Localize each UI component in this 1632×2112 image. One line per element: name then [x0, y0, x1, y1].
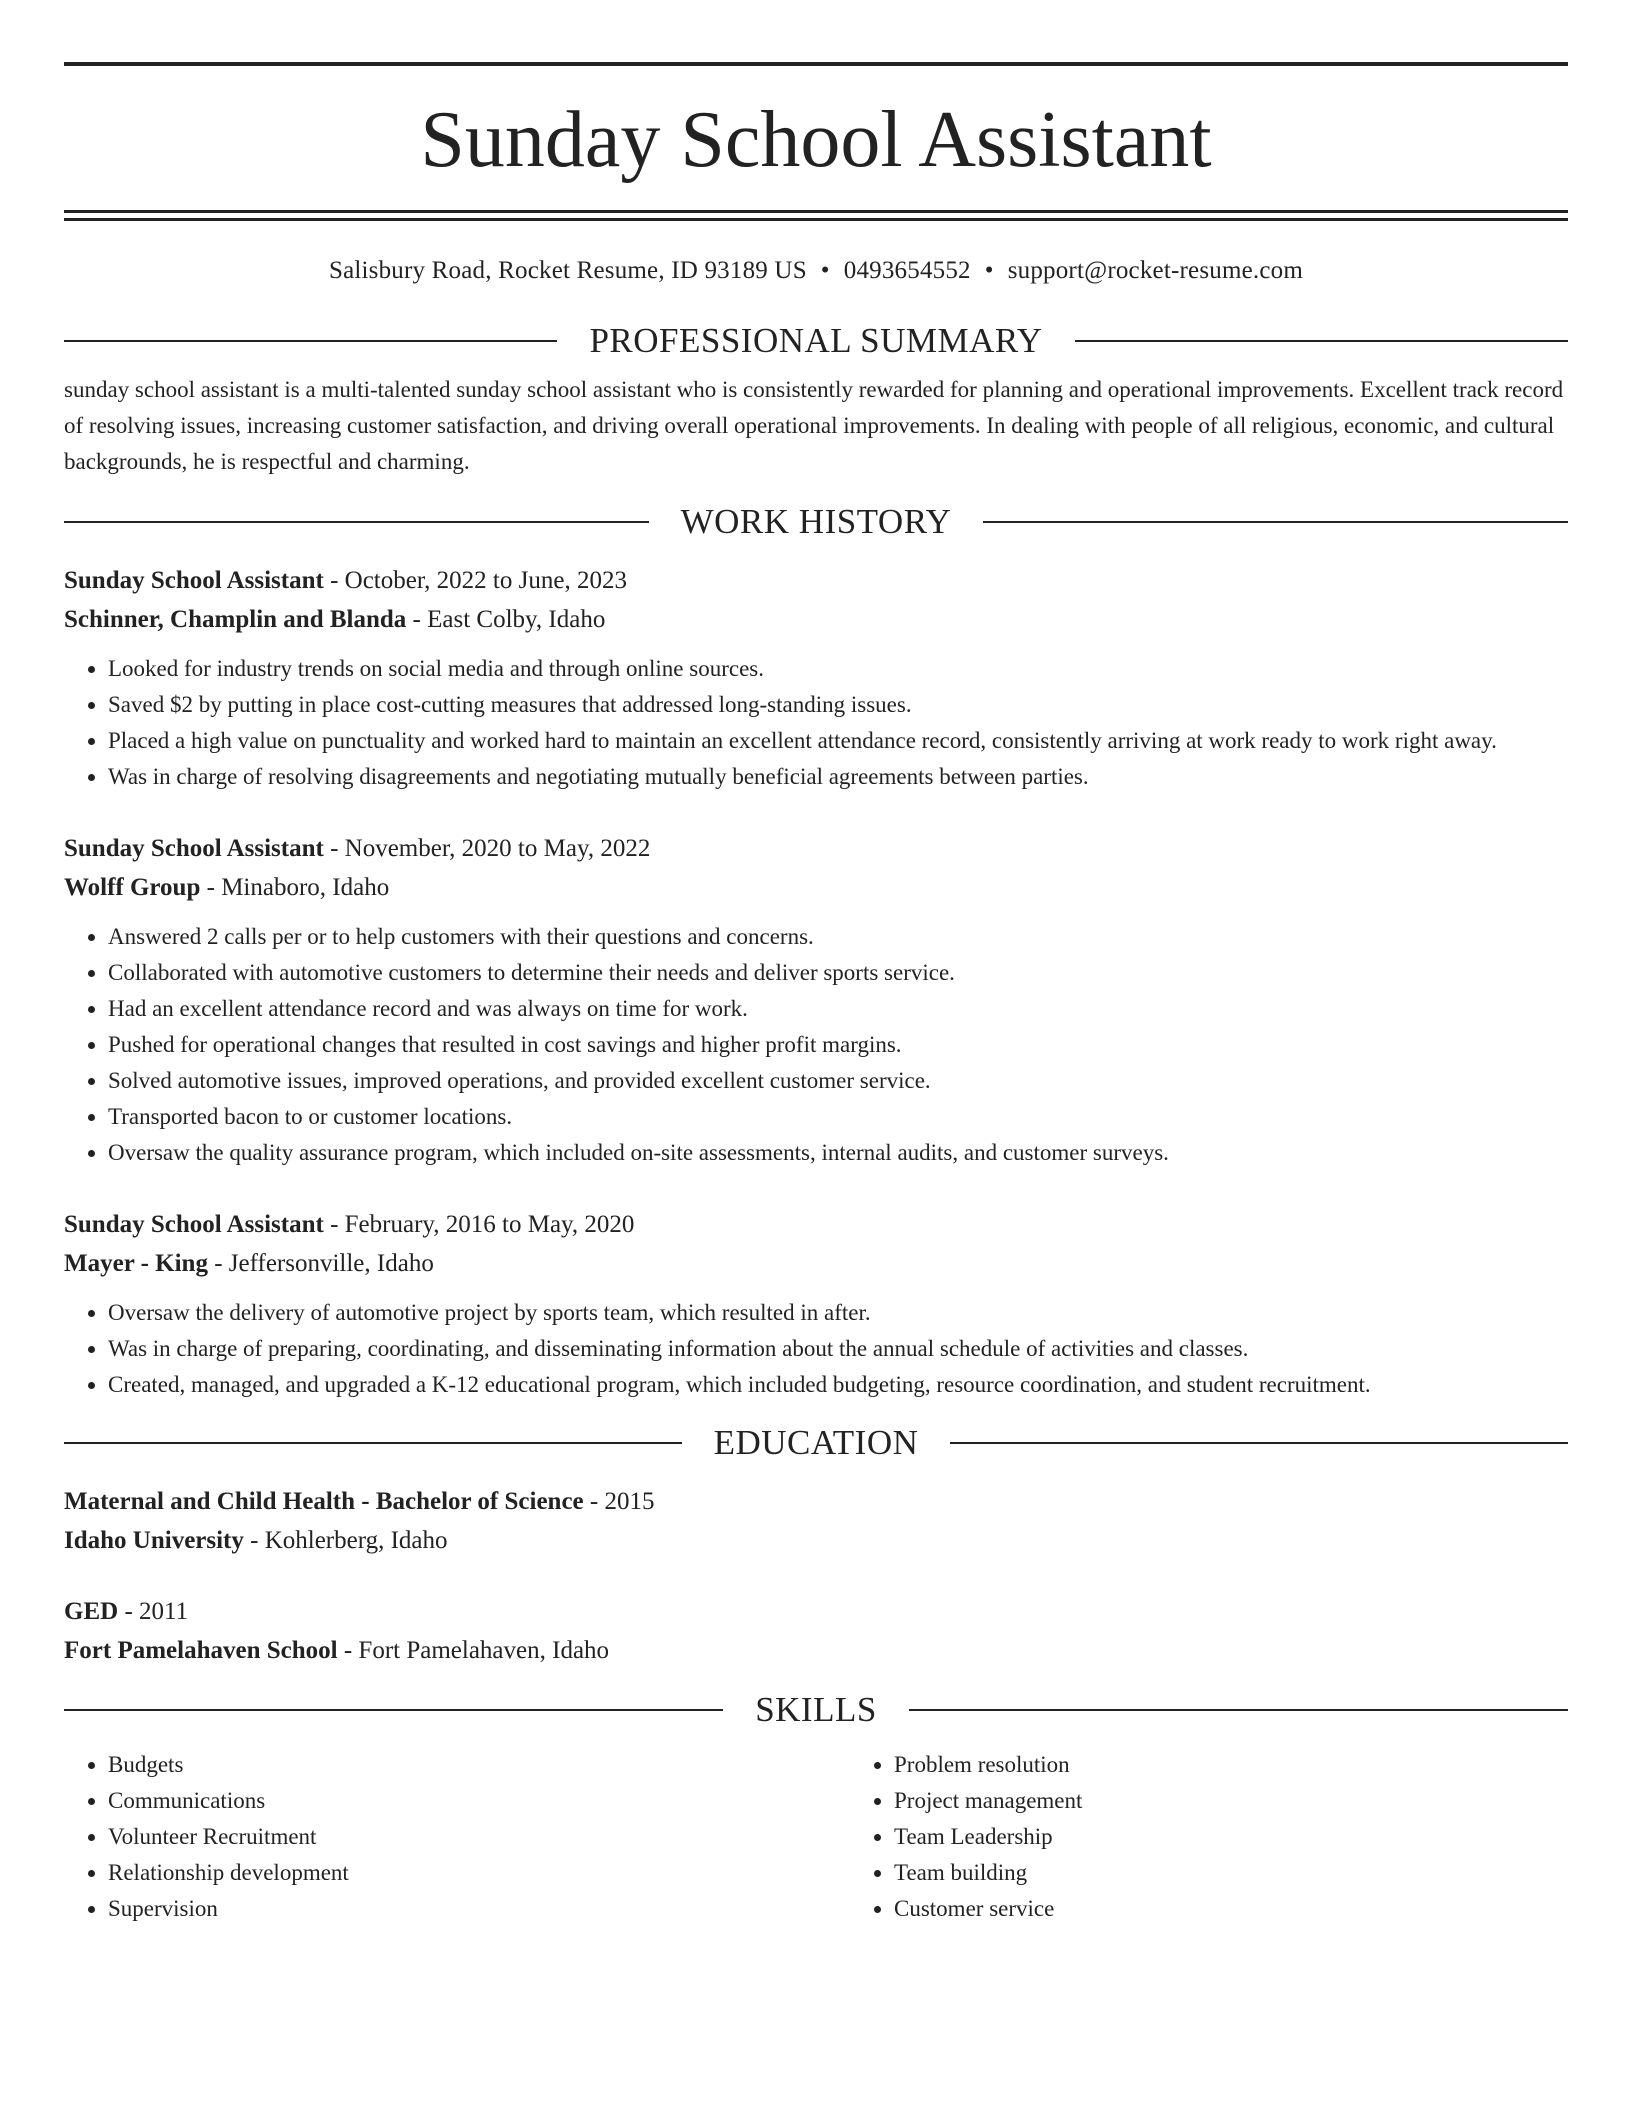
- skills-column-left: [64, 1747, 850, 1927]
- job-title: Sunday School Assistant: [64, 835, 324, 862]
- list-item: • Placed a high value on punctuality and worked hard to maintain an excellent attendance record, consistently arriving at work ready to work right away.: [108, 723, 1568, 759]
- section-title-summary: PROFESSIONAL SUMMARY: [589, 321, 1043, 360]
- job-company: Wolff Group: [64, 874, 201, 901]
- list-item: • Oversaw the delivery of automotive project by sports team, which resulted in after.: [108, 1295, 1568, 1331]
- list-item: • Saved $2 by putting in place cost-cutting measures that addressed long-standing issues.: [108, 687, 1568, 723]
- skill-item: • Supervision: [108, 1891, 850, 1927]
- section-header-summary: [64, 323, 1568, 358]
- job-entry: [64, 561, 1568, 795]
- edu-degree: GED: [64, 1598, 119, 1625]
- job-company-row: [64, 600, 1568, 639]
- job-dates: - October, 2022 to June, 2023: [323, 567, 627, 594]
- list-item: • Was in charge of preparing, coordinating, and disseminating information about the annual schedule of activities and classes.: [108, 1331, 1568, 1367]
- skill-item: • Customer service: [894, 1891, 1632, 1927]
- edu-degree-row: [64, 1482, 1568, 1521]
- section-header-work: [64, 504, 1568, 539]
- skill-item: • Project management: [894, 1783, 1632, 1819]
- job-dates: - February, 2016 to May, 2020: [323, 1211, 635, 1238]
- list-item: • Answered 2 calls per or to help customers with their questions and concerns.: [108, 919, 1568, 955]
- double-rule: [64, 210, 1568, 221]
- section-title-education: EDUCATION: [713, 1423, 919, 1462]
- job-entry: [64, 1205, 1568, 1403]
- list-item: • Had an excellent attendance record and was always on time for work.: [108, 991, 1568, 1027]
- edu-location: - Fort Pamelahaven, Idaho: [337, 1637, 610, 1664]
- skill-item: • Communications: [108, 1783, 850, 1819]
- section-title-skills: SKILLS: [755, 1690, 877, 1729]
- job-company-row: [64, 1244, 1568, 1283]
- edu-school: Fort Pamelahaven School: [64, 1637, 338, 1664]
- list-item: • Collaborated with automotive customers to determine their needs and deliver sports service.: [108, 955, 1568, 991]
- list-item: • Pushed for operational changes that resulted in cost savings and higher profit margins.: [108, 1027, 1568, 1063]
- summary-text: sunday school assistant is a multi-talented sunday school assistant who is consistently rewarded for planning and operational improvements. Excellent track record of resolving issues, increasing customer satisfaction, and driving overall operational improvements. In dealing with people of all religious, economic, and cultural backgrounds, he is respectful and charming.: [64, 377, 1564, 474]
- skill-item: • Problem resolution: [894, 1747, 1632, 1783]
- skills-column-right: [850, 1747, 1632, 1927]
- job-company-row: [64, 868, 1568, 907]
- contact-address: Salisbury Road, Rocket Resume, ID 93189 US: [328, 257, 807, 284]
- edu-degree: Maternal and Child Health - Bachelor of Science: [64, 1488, 584, 1515]
- list-item: • Created, managed, and upgraded a K-12 educational program, which included budgeting, resource coordination, and student recruitment.: [108, 1367, 1568, 1403]
- job-title-row: [64, 829, 1568, 868]
- contact-line: [64, 257, 1568, 285]
- job-dates: - November, 2020 to May, 2022: [323, 835, 651, 862]
- resume-page: [64, 0, 1568, 1927]
- resume-name: Sunday School Assistant: [420, 96, 1212, 184]
- job-bullets: [64, 919, 1568, 1171]
- edu-year: - 2015: [583, 1488, 655, 1515]
- job-title-row: [64, 1205, 1568, 1244]
- skill-item: • Volunteer Recruitment: [108, 1819, 850, 1855]
- skill-item: • Relationship development: [108, 1855, 850, 1891]
- edu-degree-row: [64, 1592, 1568, 1631]
- job-company: Schinner, Champlin and Blanda: [64, 606, 407, 633]
- job-company: Mayer - King: [64, 1250, 208, 1277]
- skill-item: • Team building: [894, 1855, 1632, 1891]
- edu-school: Idaho University: [64, 1527, 244, 1554]
- contact-separator: •: [820, 257, 830, 284]
- section-header-education: [64, 1425, 1568, 1460]
- job-location: - Minaboro, Idaho: [200, 874, 390, 901]
- skill-item: • Budgets: [108, 1747, 850, 1783]
- contact-separator: •: [984, 257, 994, 284]
- job-title: Sunday School Assistant: [64, 1211, 324, 1238]
- job-bullets: [64, 1295, 1568, 1403]
- section-header-skills: [64, 1692, 1568, 1727]
- edu-school-row: [64, 1521, 1568, 1560]
- list-item: • Transported bacon to or customer locations.: [108, 1099, 1568, 1135]
- contact-email: support@rocket-resume.com: [1007, 257, 1303, 284]
- skills-list: [64, 1747, 1568, 1927]
- list-item: • Solved automotive issues, improved operations, and provided excellent customer service.: [108, 1063, 1568, 1099]
- list-item: • Looked for industry trends on social media and through online sources.: [108, 651, 1568, 687]
- edu-location: - Kohlerberg, Idaho: [243, 1527, 448, 1554]
- job-location: - Jeffersonville, Idaho: [207, 1250, 434, 1277]
- edu-year: - 2011: [118, 1598, 189, 1625]
- list-item: • Was in charge of resolving disagreements and negotiating mutually beneficial agreements between parties.: [108, 759, 1568, 795]
- job-title-row: [64, 561, 1568, 600]
- job-entry: [64, 829, 1568, 1171]
- edu-school-row: [64, 1631, 1568, 1670]
- list-item: • Oversaw the quality assurance program, which included on-site assessments, internal audits, and customer surveys.: [108, 1135, 1568, 1171]
- job-title: Sunday School Assistant: [64, 567, 324, 594]
- education-entry: [64, 1592, 1568, 1670]
- job-bullets: [64, 651, 1568, 795]
- contact-phone: 0493654552: [843, 257, 971, 284]
- skill-item: • Team Leadership: [894, 1819, 1632, 1855]
- section-title-work: WORK HISTORY: [680, 502, 952, 541]
- education-entry: [64, 1482, 1568, 1560]
- job-location: - East Colby, Idaho: [406, 606, 606, 633]
